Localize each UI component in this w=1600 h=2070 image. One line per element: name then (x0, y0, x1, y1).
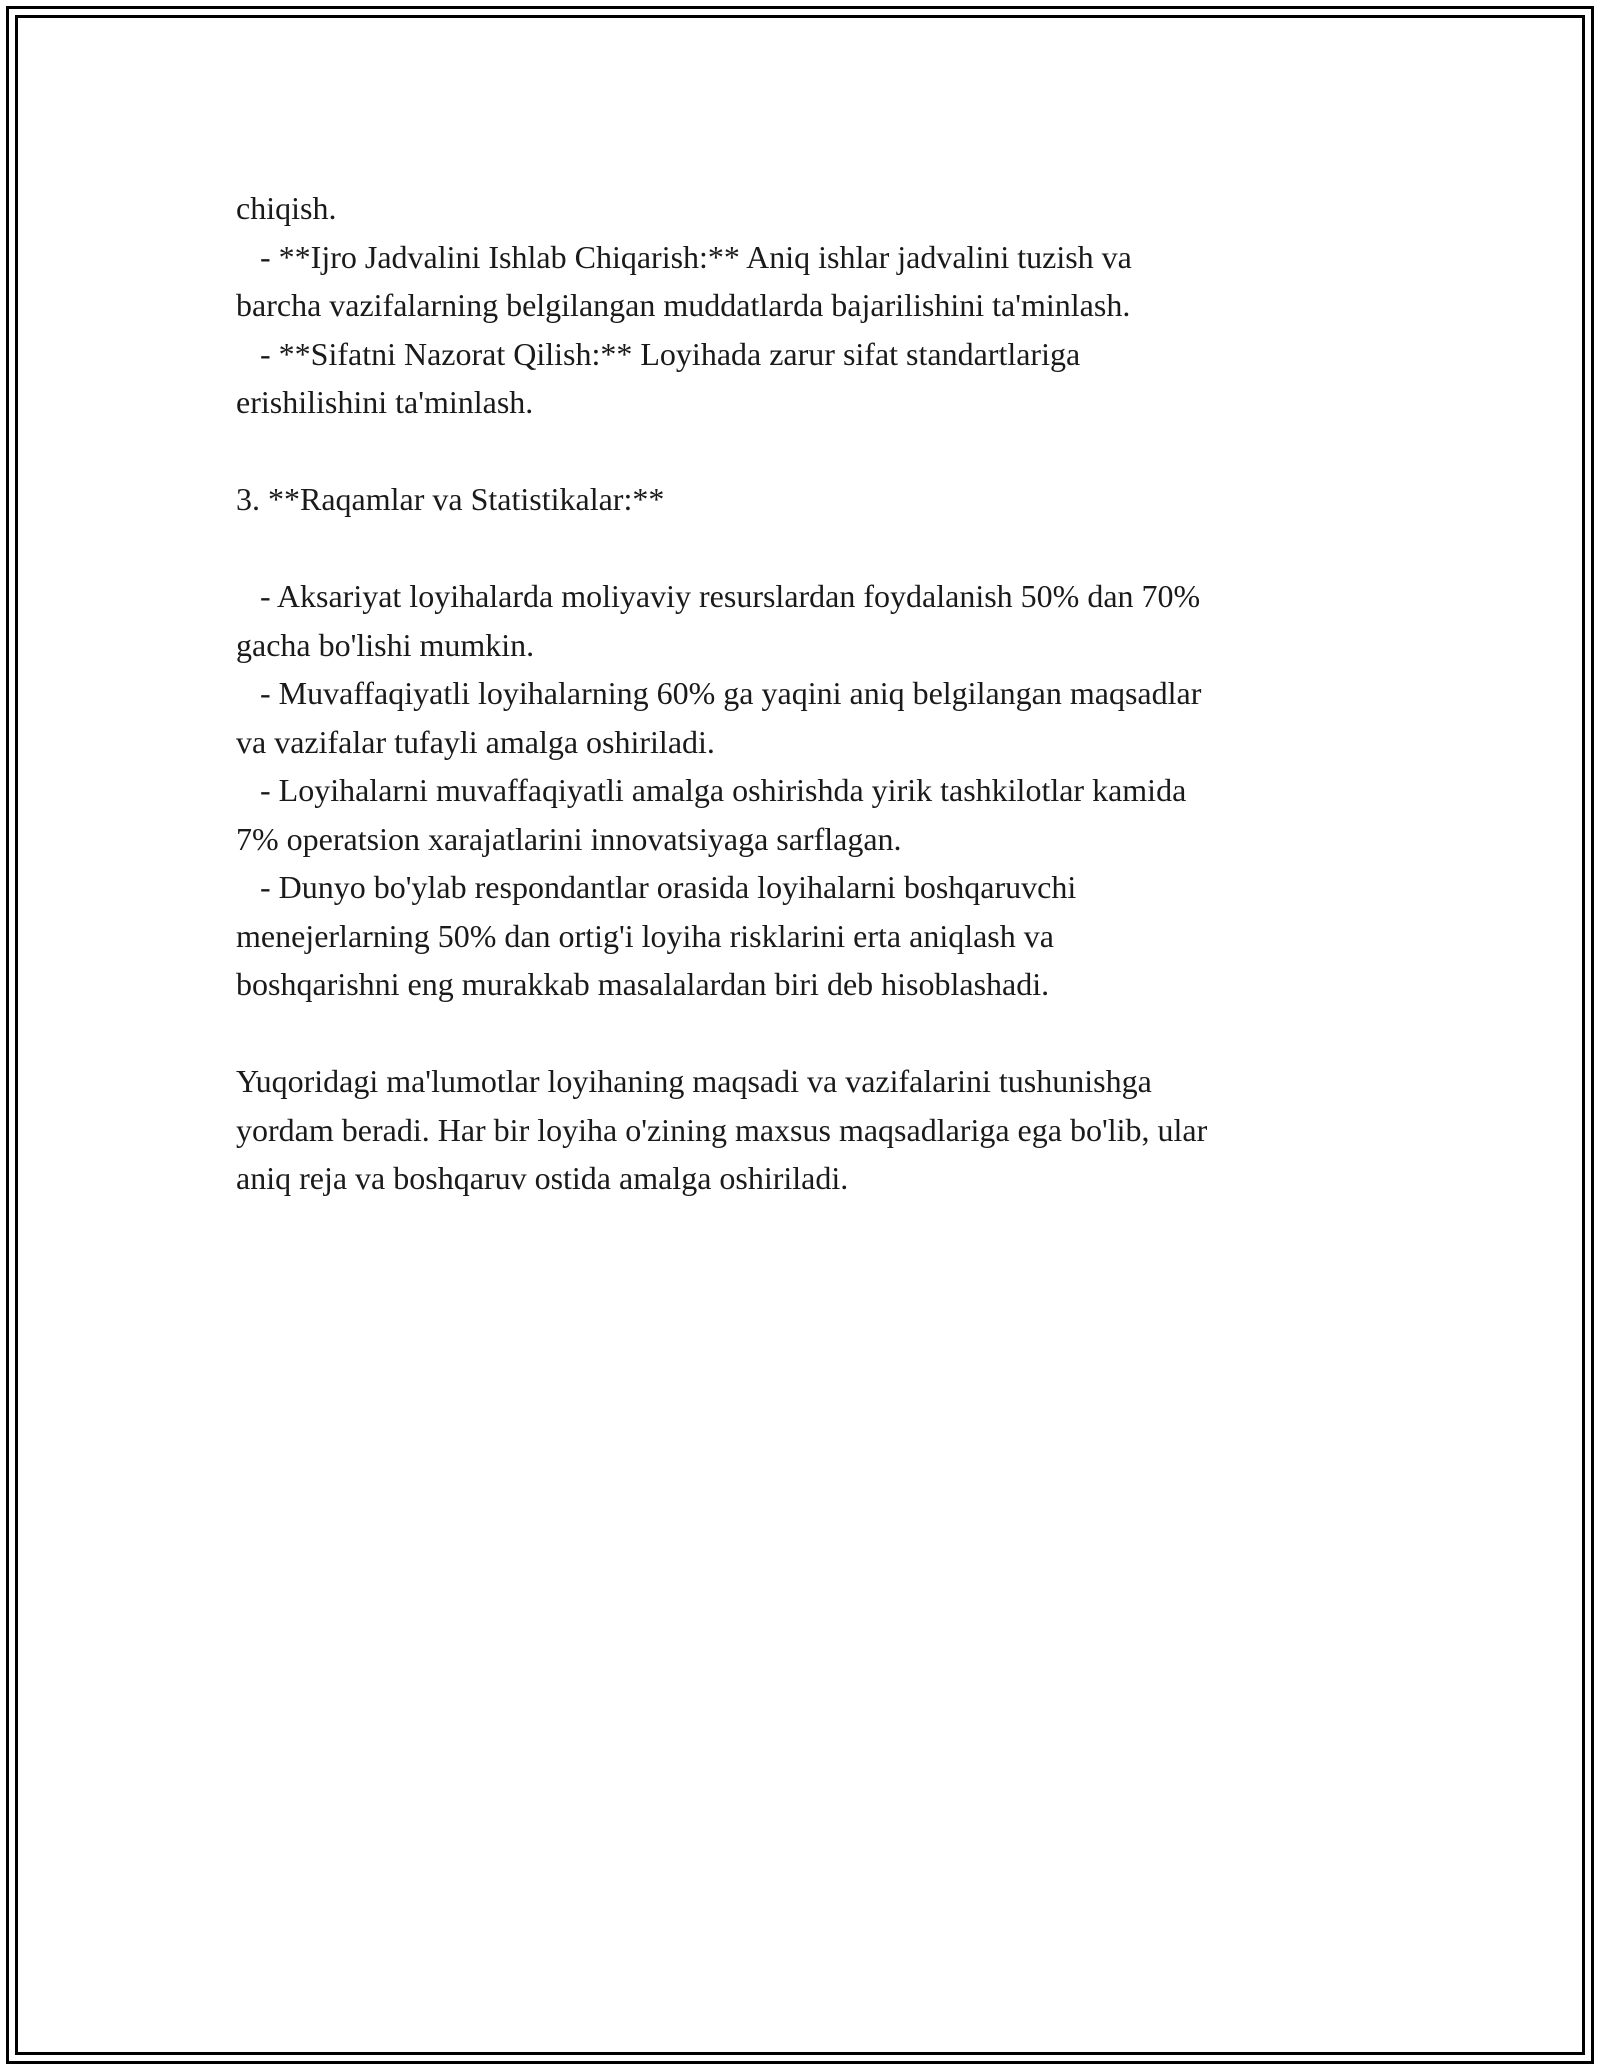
text-line: - **Sifatni Nazorat Qilish:** Loyihada zarur sifat standartlariga (236, 335, 1081, 372)
text-line: barcha vazifalarning belgilangan muddatlarda bajarilishini ta'minlash. (236, 287, 1131, 323)
text-line: gacha bo'lishi mumkin. (236, 626, 535, 663)
text-line: yordam beradi. Har bir loyiha o'zining maxsus maqsadlariga ega bo'lib, ular (236, 1111, 1208, 1148)
blank-line (236, 524, 1366, 573)
blank-line (236, 427, 1366, 476)
blank-line (236, 1009, 1366, 1058)
text-line: Yuqoridagi ma'lumotlar loyihaning maqsadi va vazifalarini tushunishga (236, 1063, 1152, 1099)
text-line: chiqish. (236, 190, 337, 226)
text-line: erishilishini ta'minlash. (236, 384, 534, 420)
text-line: aniq reja va boshqaruv ostida amalga oshiriladi. (236, 1160, 849, 1196)
text-line: - Muvaffaqiyatli loyihalarning 60% ga yaqini aniq belgilangan maqsadlar (236, 675, 1202, 711)
section-heading: 3. **Raqamlar va Statistikalar:** (236, 481, 665, 517)
text-line: 7% operatsion xarajatlarini innovatsiyaga sarflagan. (236, 820, 902, 857)
text-line: - Loyihalarni muvaffaqiyatli amalga oshirishda yirik tashkilotlar kamida (236, 772, 1187, 808)
document-text (236, 184, 1366, 1203)
text-line: - Dunyo bo'ylab respondantlar orasida loyihalarni boshqaruvchi (236, 869, 1077, 905)
text-line: boshqarishni eng murakkab masalalardan biri deb hisoblashadi. (236, 966, 1050, 1002)
text-line: - Aksariyat loyihalarda moliyaviy resurslardan foydalanish 50% dan 70% (236, 578, 1201, 614)
text-line: - **Ijro Jadvalini Ishlab Chiqarish:** Aniq ishlar jadvalini tuzish va (236, 238, 1132, 275)
text-line: va vazifalar tufayli amalga oshiriladi. (236, 723, 715, 760)
text-line: menejerlarning 50% dan ortig'i loyiha risklarini erta aniqlash va (236, 917, 1054, 954)
